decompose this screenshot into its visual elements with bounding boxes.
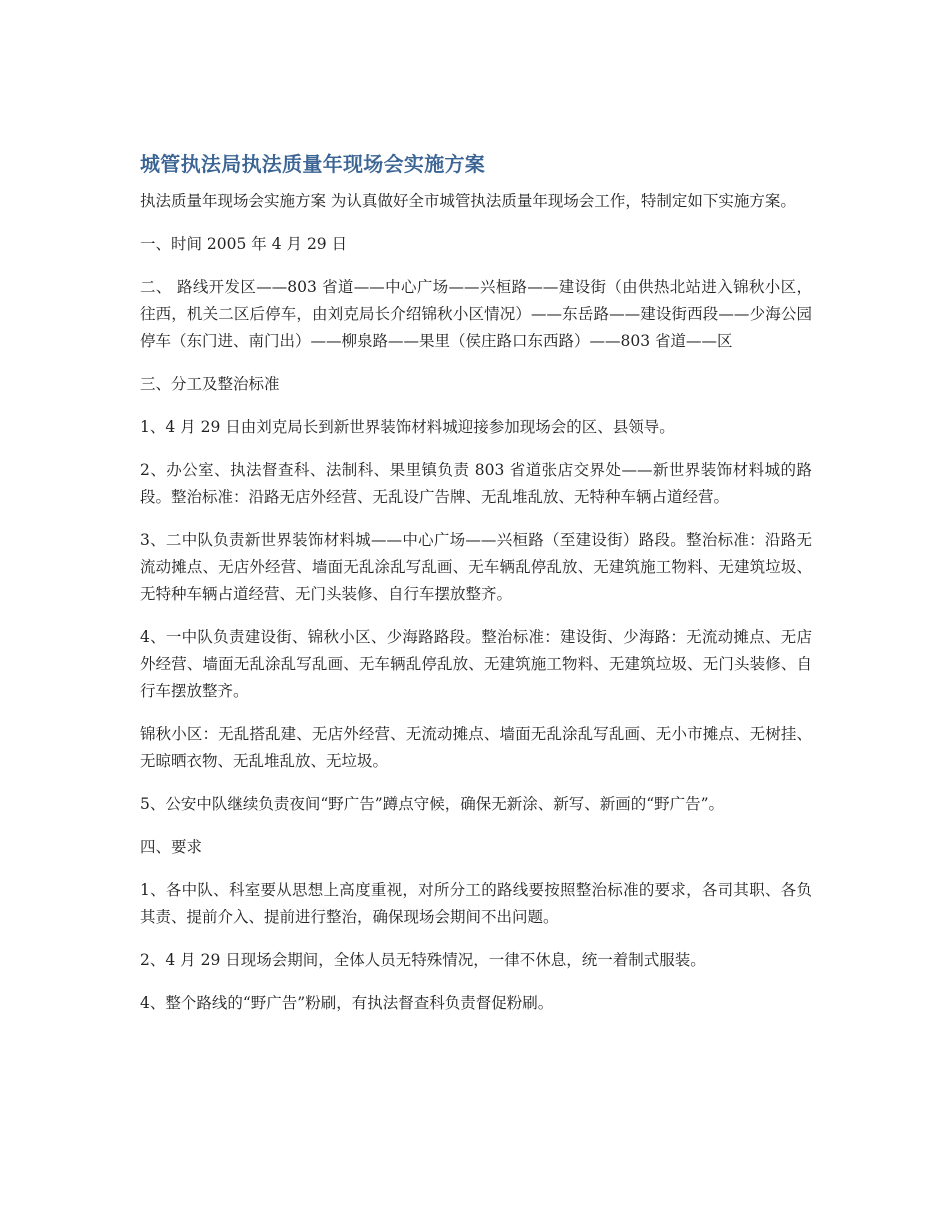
paragraph-intro: 执法质量年现场会实施方案 为认真做好全市城管执法质量年现场会工作，特制定如下实施方案。 (140, 192, 796, 210)
paragraph-time: 一、时间 2005 年 4 月 29 日 (140, 235, 348, 253)
paragraph-req-2: 2、4 月 29 日现场会期间，全体人员无特殊情况，一律不休息，统一着制式服装。 (140, 951, 706, 969)
paragraph-item-5: 5、公安中队继续负责夜间“野广告”蹲点守候，确保无新涂、新写、新画的“野广告”。 (140, 795, 725, 813)
paragraph-item-3: 3、二中队负责新世界装饰材料城——中心广场——兴桓路（至建设街）路段。整治标准：沿路无流动摊点、无店外经营、墙面无乱涂乱写乱画、无车辆乱停乱放、无建筑施工物料、无建筑垃圾、无特种车辆占道经营、无门头装修、自行车摆放整齐。 (140, 531, 812, 603)
paragraph-req-1: 1、各中队、科室要从思想上高度重视，对所分工的路线要按照整治标准的要求，各司其职、各负其责、提前介入、提前进行整治，确保现场会期间不出问题。 (140, 881, 812, 926)
document-page (140, 146, 812, 1033)
paragraph-jinqiu: 锦秋小区：无乱搭乱建、无店外经营、无流动摊点、墙面无乱涂乱写乱画、无小市摊点、无树挂、无晾晒衣物、无乱堆乱放、无垃圾。 (140, 725, 812, 770)
section-heading-division: 三、分工及整治标准 (140, 375, 280, 393)
paragraph-route: 二、 路线开发区——803 省道——中心广场——兴桓路——建设街（由供热北站进入锦秋小区，往西，机关二区后停车，由刘克局长介绍锦秋小区情况）——东岳路——建设街西段——少海公园停车（东门进、南门出）——柳泉路——果里（侯庄路口东西路）——803 省道——区 (140, 278, 812, 350)
paragraph-req-4: 4、整个路线的“野广告”粉刷，有执法督查科负责督促粉刷。 (140, 994, 554, 1012)
paragraph-item-4: 4、一中队负责建设街、锦秋小区、少海路路段。整治标准：建设街、少海路：无流动摊点、无店外经营、墙面无乱涂乱写乱画、无车辆乱停乱放、无建筑施工物料、无建筑垃圾、无门头装修、自行车摆放整齐。 (140, 628, 812, 700)
section-heading-requirements: 四、要求 (140, 838, 203, 856)
paragraph-item-2: 2、办公室、执法督查科、法制科、果里镇负责 803 省道张店交界处——新世界装饰材料城的路段。整治标准：沿路无店外经营、无乱设广告牌、无乱堆乱放、无特种车辆占道经营。 (140, 461, 812, 506)
document-title: 城管执法局执法质量年现场会实施方案 (140, 152, 486, 176)
paragraph-item-1: 1、4 月 29 日由刘克局长到新世界装饰材料城迎接参加现场会的区、县领导。 (140, 418, 675, 436)
